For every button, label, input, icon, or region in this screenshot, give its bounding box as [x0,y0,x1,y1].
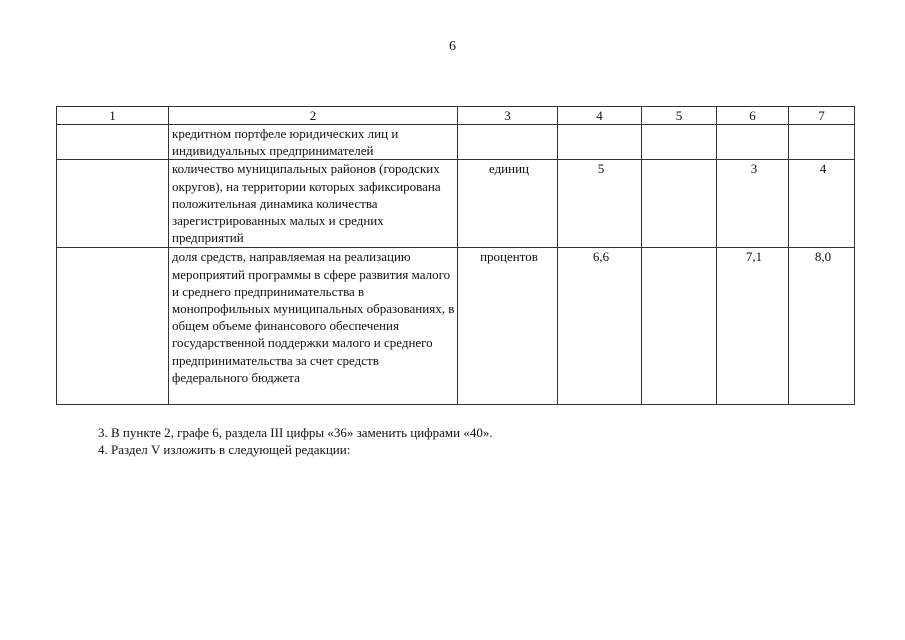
row1-col1 [57,125,169,160]
row3-col1 [57,248,169,405]
header-col-5: 5 [642,107,717,125]
row2-col5 [642,160,717,248]
indicators-table [56,106,855,405]
row1-col6 [717,125,789,160]
row3-indicator: доля средств, направляемая на реализацию мероприятий программы в сфере развития малого и среднего предпринимательства в монопрофильных муниципальных образованиях, в общем объеме финансового обеспечения государственной поддержки малого и среднего предпринимательства за счет средств федерального бюджета [169,248,458,405]
header-col-2: 2 [169,107,458,125]
row2-col6: 3 [717,160,789,248]
row2-col1 [57,160,169,248]
row1-indicator: кредитном портфеле юридических лиц и индивидуальных предпринимателей [169,125,458,160]
row2-col4: 5 [558,160,642,248]
table-row [57,248,855,405]
row3-col4: 6,6 [558,248,642,405]
row3-col7: 8,0 [789,248,855,405]
table-header-row [57,107,855,125]
row3-col6: 7,1 [717,248,789,405]
table-row [57,160,855,248]
header-col-7: 7 [789,107,855,125]
row2-col7: 4 [789,160,855,248]
row3-unit: процентов [458,248,558,405]
amendment-paragraph-4: 4. Раздел V изложить в следующей редакции: [98,442,351,457]
row1-col5 [642,125,717,160]
page-number: 6 [449,39,456,54]
header-col-1: 1 [57,107,169,125]
row1-col7 [789,125,855,160]
row1-unit [458,125,558,160]
header-col-4: 4 [558,107,642,125]
header-col-3: 3 [458,107,558,125]
row2-unit: единиц [458,160,558,248]
row1-col4 [558,125,642,160]
row2-indicator: количество муниципальных районов (городских округов), на территории которых зафиксирована положительная динамика количества зарегистрированных малых и средних предприятий [169,160,458,248]
amendment-paragraph-3: 3. В пункте 2, графе 6, раздела III цифры «36» заменить цифрами «40». [98,425,493,440]
row3-col5 [642,248,717,405]
table-row [57,125,855,160]
header-col-6: 6 [717,107,789,125]
